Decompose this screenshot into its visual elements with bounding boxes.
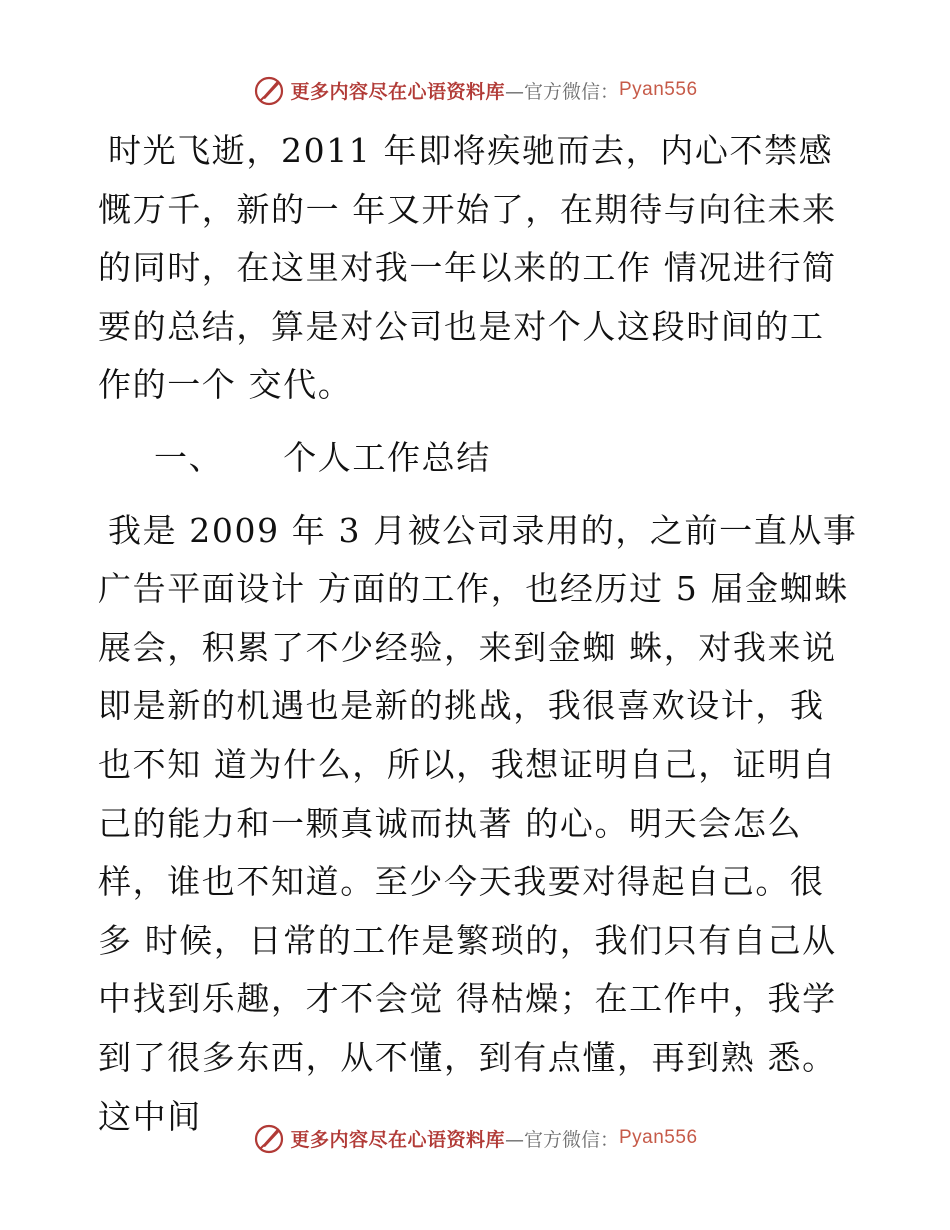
banner-wechat-id: Pyan556 <box>619 1127 698 1148</box>
quill-pen-circle-icon <box>252 73 286 107</box>
section-heading-title: 个人工作总结 <box>283 437 491 477</box>
banner-wechat-id: Pyan556 <box>619 79 698 100</box>
banner-main-text: 更多内容尽在心语资料库 <box>290 1128 505 1151</box>
header-banner <box>0 70 950 110</box>
section-heading <box>154 429 858 488</box>
section-heading-number: 一、 <box>154 437 224 477</box>
document-body <box>98 122 858 1146</box>
banner-main-text: 更多内容尽在心语资料库 <box>290 80 505 103</box>
banner-dash-text: —官方微信： <box>504 80 619 103</box>
quill-pen-circle-icon <box>252 1121 286 1155</box>
paragraph-intro: 时光飞逝，2011 年即将疾驰而去，内心不禁感慨万千，新的一 年又开始了，在期待与向往未来的同时，在这里对我一年以来的工作 情况进行简要的总结，算是对公司也是对个人这段时间的工作的一个 交代。 <box>98 131 837 405</box>
paragraph-work-summary: 我是 2009 年 3 月被公司录用的，之前一直从事广告平面设计 方面的工作，也经历过 5 届金蜘蛛展会，积累了不少经验，来到金蜘 蛛，对我来说即是新的机遇也是新的挑战，我很喜欢设计，我也不知 道为什么，所以，我想证明自己，证明自己的能力和一颗真诚而执著 的心。明天会怎么样，谁也不知道。至少今天我要对得起自己。很多 时候，日常的工作是繁琐的，我们只有自己从中找到乐趣，才不会觉 得枯燥；在工作中，我学到了很多东西，从不懂，到有点懂，再到熟 悉。这中间 <box>98 510 858 1136</box>
footer-banner <box>0 1118 950 1158</box>
banner-dash-text: —官方微信： <box>504 1128 619 1151</box>
